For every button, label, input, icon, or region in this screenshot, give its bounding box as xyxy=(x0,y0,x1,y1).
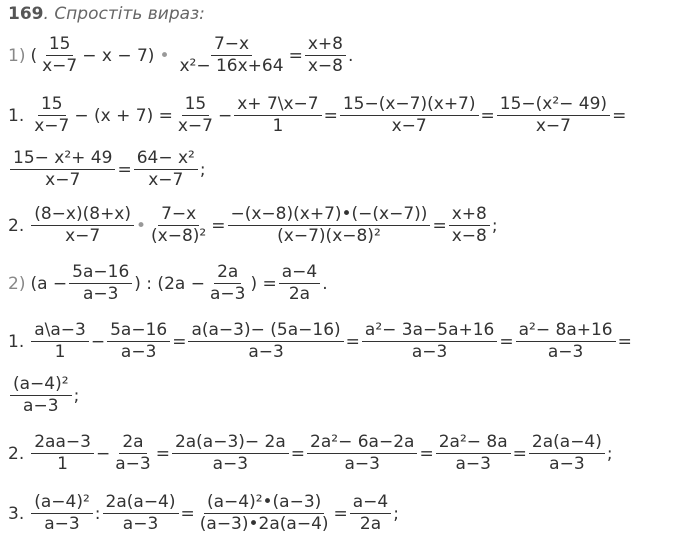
fraction: $\frac{\text{2a²− 8a}}{a-3}$ xyxy=(436,434,511,474)
equals-sign: = xyxy=(155,443,170,464)
fraction: $\frac{a-4}{2a}$ xyxy=(350,494,391,534)
equals-sign: = xyxy=(288,45,303,66)
fraction: $\frac{\text{a²− 8a+16}}{a-3}$ xyxy=(516,322,616,362)
expression-text: − xyxy=(95,443,111,464)
expression-text: − xyxy=(90,331,106,352)
fraction: $\frac{\text{(a−4)²}}{a-3}$ xyxy=(10,376,72,416)
step-label: 2. xyxy=(8,443,25,464)
equals-sign: = xyxy=(512,443,527,464)
fraction: $\frac{5a-16}{a-3}$ xyxy=(69,264,132,304)
equals-sign: = xyxy=(612,105,627,126)
problem-2 xyxy=(8,264,328,304)
equals-sign: = xyxy=(117,159,132,180)
step-label: 1. xyxy=(8,105,25,126)
expression-text: − xyxy=(217,105,233,126)
expression-text: − x − 7) xyxy=(82,45,155,66)
fraction: $\frac{a\backslash a-3}{1}$ xyxy=(31,322,89,362)
expression-text: − (x + 7) = xyxy=(74,105,173,126)
fraction: $\frac{15}{x-7}$ xyxy=(177,94,213,136)
fraction: $\frac{\text{15− x²+ 49}}{x-7}$ xyxy=(10,150,115,190)
step-2-1-continued xyxy=(8,376,79,416)
equals-sign: = xyxy=(617,331,632,352)
fraction: $\frac{-(x-8)(x+7)•(-(x-7))}{\text{(x−7)(x−8)²}}$ xyxy=(228,206,431,246)
exercise-instruction: . Спростіть вираз: xyxy=(43,4,205,24)
fraction: $\frac{\text{a²− 3a−5a+16}}{a-3}$ xyxy=(362,322,497,362)
fraction: $\frac{2a(a-3)- 2a}{a-3}$ xyxy=(172,434,289,474)
equals-sign: = xyxy=(323,105,338,126)
end-mark: ; xyxy=(606,443,613,464)
equals-sign: = xyxy=(480,105,495,126)
fraction: $\frac{a-4}{2a}$ xyxy=(279,264,320,304)
problem-label: 1) xyxy=(8,45,26,66)
fraction: $\frac{\text{64− x²}}{x-7}$ xyxy=(134,150,198,190)
end-mark: ; xyxy=(199,159,206,180)
multiply-dot: • xyxy=(159,45,170,66)
end-mark: . xyxy=(322,273,328,294)
equals-sign: = xyxy=(290,443,306,464)
fraction: $\frac{a(a-3)- (5a-16)}{a-3}$ xyxy=(188,322,343,362)
equals-sign: = xyxy=(345,331,360,352)
open-paren: ( xyxy=(30,45,38,66)
end-mark: ; xyxy=(393,503,399,524)
equals-sign: = xyxy=(180,503,195,524)
expression-text: ) : (2a − xyxy=(134,273,205,294)
multiply-dot: • xyxy=(136,215,147,236)
end-mark: ; xyxy=(491,215,498,236)
fraction: $\frac{x+8}{x-8}$ xyxy=(449,206,490,246)
step-2-3 xyxy=(8,494,399,534)
expression-text: (a − xyxy=(30,273,68,294)
fraction: $\frac{(8-x)(8+x)}{x-7}$ xyxy=(31,206,134,246)
step-label: 1. xyxy=(8,331,25,352)
fraction: $\frac{\text{2a²− 6a−2a}}{a-3}$ xyxy=(307,434,417,474)
step-label: 2. xyxy=(8,215,25,236)
fraction: $\frac{\text{(a−4)²•(a−3)}}{(a-3)•2a(a-4)}$ xyxy=(199,492,329,534)
fraction: $\frac{2a}{a-3}$ xyxy=(209,262,246,304)
step-2-1 xyxy=(8,322,632,362)
exercise-number: 169 xyxy=(8,4,44,24)
step-1-2 xyxy=(8,206,498,246)
fraction: $\frac{5a-16}{a-3}$ xyxy=(107,322,170,362)
fraction: $\frac{15}{x-7}$ xyxy=(34,94,70,136)
fraction: $\frac{\text{(a−4)²}}{a-3}$ xyxy=(31,494,93,534)
fraction: $\frac{15-(x-7)(x+7)}{x-7}$ xyxy=(340,96,479,136)
step-label: 3. xyxy=(8,503,25,524)
fraction: $\frac{7-x}{\text{x²− 16x+64}}$ xyxy=(179,34,284,76)
fraction: $\frac{7-x}{\text{(x−8)²}}$ xyxy=(151,204,207,246)
fraction: $\frac{2aa-3}{1}$ xyxy=(31,434,94,474)
equals-sign: = xyxy=(432,215,447,236)
equals-sign: = xyxy=(211,215,226,236)
step-1-1 xyxy=(8,96,626,136)
fraction: $\frac{2a(a-4)}{a-3}$ xyxy=(103,494,179,534)
expression-text: ) = xyxy=(250,273,277,294)
exercise-title xyxy=(8,4,205,24)
step-1-1-continued xyxy=(8,150,206,190)
expression-text: : xyxy=(94,503,101,524)
problem-1 xyxy=(8,36,353,76)
end-mark: ; xyxy=(73,385,80,406)
equals-sign: = xyxy=(499,331,514,352)
equals-sign: = xyxy=(333,503,348,524)
equals-sign: = xyxy=(172,331,187,352)
step-2-2 xyxy=(8,434,613,474)
fraction: $\frac{x+ 7\backslash x-7}{1}$ xyxy=(234,96,321,136)
problem-label: 2) xyxy=(8,273,26,294)
equals-sign: = xyxy=(419,443,434,464)
fraction: $\frac{2a(a-4)}{a-3}$ xyxy=(529,434,605,474)
fraction: $\frac{15}{x-7}$ xyxy=(42,34,78,76)
fraction: $\frac{x+8}{x-8}$ xyxy=(305,36,346,76)
fraction: $\frac{2a}{a-3}$ xyxy=(115,432,151,474)
end-mark: . xyxy=(347,45,354,66)
fraction: $\frac{\text{15−(x²− 49)}}{x-7}$ xyxy=(497,96,610,136)
